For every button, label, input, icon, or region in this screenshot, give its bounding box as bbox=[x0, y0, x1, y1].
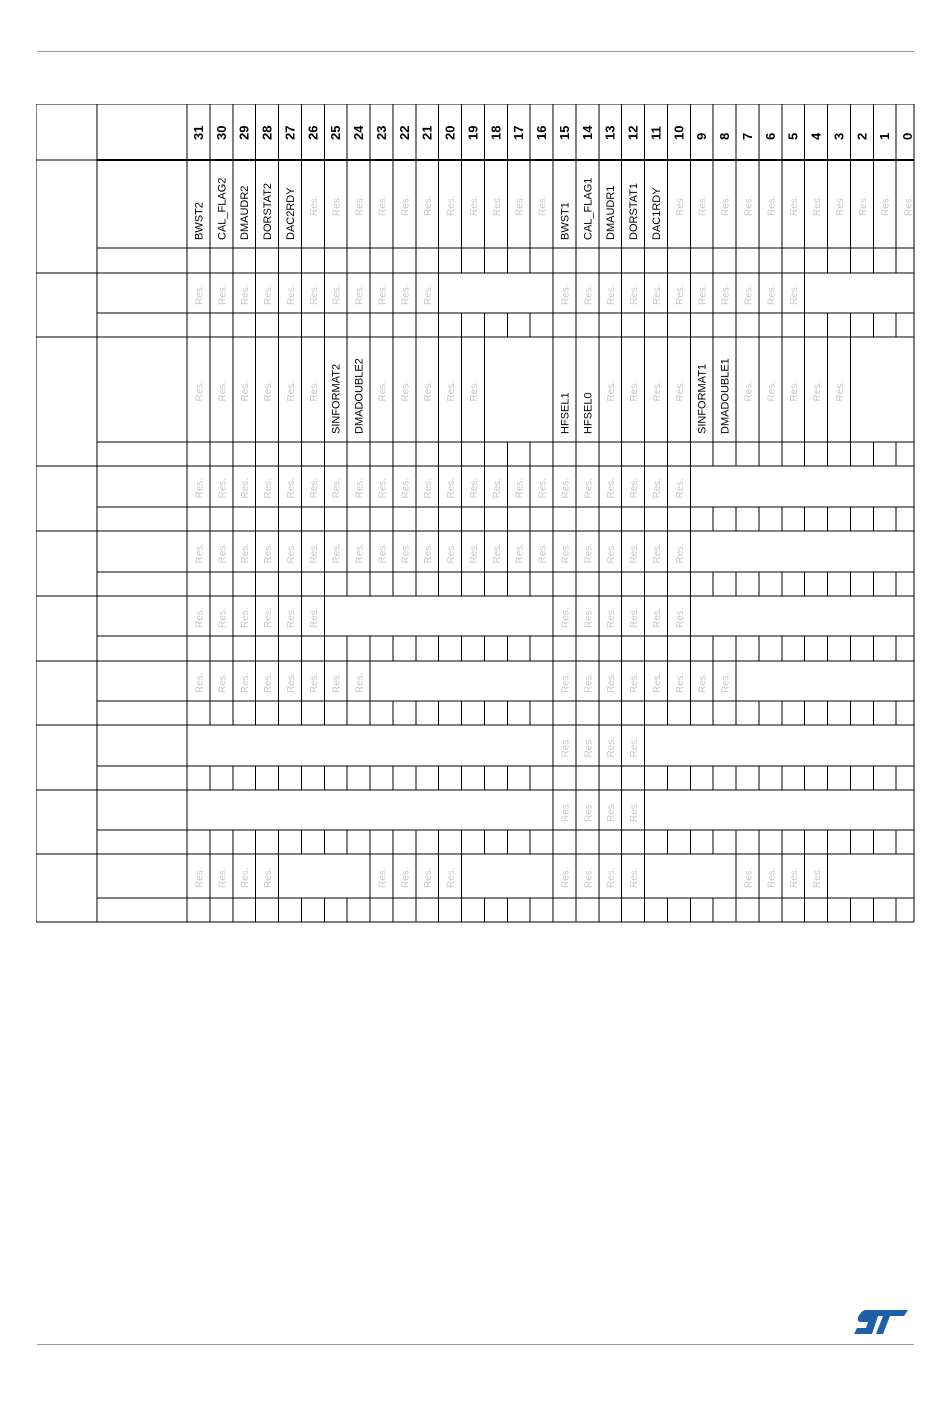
reserved-bit-label: Res. bbox=[217, 867, 229, 888]
reserved-bit-label: Res. bbox=[446, 195, 458, 216]
reserved-bit-label: Res. bbox=[423, 380, 435, 402]
reserved-bit-label: Res. bbox=[446, 542, 458, 564]
bit-number-21: 21 bbox=[419, 125, 435, 140]
reserved-bit-label: Res. bbox=[263, 477, 275, 499]
reserved-bit-label: Res. bbox=[674, 284, 686, 305]
field-label-dmadouble1: DMADOUBLE1 bbox=[719, 358, 732, 434]
reserved-bit-label: Res. bbox=[491, 195, 503, 216]
reserved-bit-label: Res. bbox=[263, 867, 275, 888]
reserved-bit-label: Res. bbox=[468, 380, 480, 402]
reserved-bit-label: Res. bbox=[240, 284, 252, 305]
bit-number-22: 22 bbox=[396, 125, 412, 140]
reserved-bit-label: Res. bbox=[812, 867, 824, 888]
reserved-bit-label: Res. bbox=[629, 801, 641, 822]
bit-number-30: 30 bbox=[213, 125, 229, 140]
reserved-bit-label: Res. bbox=[583, 542, 595, 564]
reserved-bit-label: Res. bbox=[606, 607, 618, 628]
reserved-bit-label: Res. bbox=[514, 477, 526, 499]
reserved-bit-label: Res. bbox=[697, 195, 709, 216]
reserved-bit-label: Res. bbox=[560, 284, 572, 305]
reserved-bit-label: Res. bbox=[308, 284, 320, 305]
reserved-bit-label: Res. bbox=[331, 542, 343, 564]
reserved-bit-label: Res. bbox=[766, 380, 778, 402]
reserved-bit-label: Res. bbox=[400, 542, 412, 564]
reserved-bit-label: Res. bbox=[606, 672, 618, 693]
reserved-bit-label: Res. bbox=[194, 542, 206, 564]
reserved-bit-label: Res. bbox=[606, 867, 618, 888]
bit-number-29: 29 bbox=[236, 125, 252, 140]
reserved-bit-label: Res. bbox=[285, 284, 297, 305]
reserved-bit-label: Res. bbox=[308, 477, 320, 499]
reserved-bit-label: Res. bbox=[629, 542, 641, 564]
reserved-bit-label: Res. bbox=[560, 607, 572, 628]
bit-number-25: 25 bbox=[328, 125, 344, 140]
reserved-bit-label: Res. bbox=[285, 477, 297, 499]
bit-number-26: 26 bbox=[305, 125, 321, 140]
reserved-bit-label: Res. bbox=[606, 477, 618, 499]
reserved-bit-label: Res. bbox=[285, 542, 297, 564]
reserved-bit-label: Res. bbox=[720, 284, 732, 305]
reserved-bit-label: Res. bbox=[446, 867, 458, 888]
reserved-bit-label: Res. bbox=[194, 672, 206, 693]
st-logo-icon bbox=[854, 1310, 908, 1334]
field-label-dorstat2: DORSTAT2 bbox=[262, 182, 275, 240]
reserved-bit-label: Res. bbox=[514, 542, 526, 564]
reserved-bit-label: Res. bbox=[331, 195, 343, 216]
bit-number-11: 11 bbox=[648, 126, 664, 140]
reserved-bit-label: Res. bbox=[606, 801, 618, 822]
reserved-bit-label: Res. bbox=[194, 607, 206, 628]
reserved-bit-label: Res. bbox=[834, 195, 846, 216]
field-label-hfsel0: HFSEL0 bbox=[582, 392, 595, 434]
reserved-bit-label: Res. bbox=[400, 284, 412, 305]
field-label-dac2rdy: DAC2RDY bbox=[284, 187, 297, 240]
field-label-dac1rdy: DAC1RDY bbox=[650, 187, 663, 240]
reserved-bit-label: Res. bbox=[583, 736, 595, 758]
reserved-bit-label: Res. bbox=[308, 195, 320, 216]
footer-rule bbox=[37, 1344, 914, 1345]
reserved-bit-label: Res. bbox=[812, 195, 824, 216]
reserved-bit-label: Res. bbox=[400, 195, 412, 216]
reserved-bit-label: Res. bbox=[651, 477, 663, 499]
reserved-bit-label: Res. bbox=[651, 380, 663, 402]
reserved-bit-label: Res. bbox=[583, 867, 595, 888]
reserved-bit-label: Res. bbox=[789, 195, 801, 216]
reserved-bit-label: Res. bbox=[743, 284, 755, 305]
reserved-bit-label: Res. bbox=[400, 477, 412, 499]
reserved-bit-label: Res. bbox=[674, 195, 686, 216]
reserved-bit-label: Res. bbox=[354, 542, 366, 564]
reserved-bit-label: Res. bbox=[629, 380, 641, 402]
reserved-bit-label: Res. bbox=[583, 477, 595, 499]
header-rule bbox=[37, 51, 914, 52]
reserved-bit-label: Res. bbox=[537, 477, 549, 499]
reserved-bit-label: Res. bbox=[743, 380, 755, 402]
reserved-bit-label: Res. bbox=[560, 672, 572, 693]
reserved-bit-label: Res. bbox=[354, 672, 366, 693]
field-label-bwst1: BWST1 bbox=[559, 202, 572, 240]
reserved-bit-label: Res. bbox=[194, 477, 206, 499]
field-label-cal_flag1: CAL_FLAG1 bbox=[582, 177, 595, 240]
bit-number-16: 16 bbox=[534, 125, 550, 140]
reserved-bit-label: Res. bbox=[560, 801, 572, 822]
bit-number-31: 31 bbox=[190, 125, 206, 140]
bit-number-3: 3 bbox=[831, 132, 847, 140]
reserved-bit-label: Res. bbox=[377, 867, 389, 888]
table-grid bbox=[36, 104, 914, 922]
reserved-bit-label: Res. bbox=[468, 195, 480, 216]
bit-number-1: 1 bbox=[877, 132, 893, 140]
reserved-bit-label: Res. bbox=[857, 195, 869, 216]
bit-number-5: 5 bbox=[785, 132, 801, 140]
reserved-bit-label: Res. bbox=[651, 542, 663, 564]
reserved-bit-label: Res. bbox=[354, 477, 366, 499]
reserved-bit-label: Res. bbox=[285, 380, 297, 402]
reserved-bit-label: Res. bbox=[903, 195, 915, 216]
reserved-bit-label: Res. bbox=[583, 607, 595, 628]
reserved-bit-label: Res. bbox=[583, 672, 595, 693]
bit-number-9: 9 bbox=[694, 132, 710, 140]
field-label-dmaudr2: DMAUDR2 bbox=[239, 185, 252, 240]
bit-number-23: 23 bbox=[373, 125, 389, 140]
reserved-bit-label: Res. bbox=[331, 477, 343, 499]
reserved-bit-label: Res. bbox=[766, 195, 778, 216]
reserved-bit-label: Res. bbox=[240, 672, 252, 693]
reserved-bit-label: Res. bbox=[263, 542, 275, 564]
reserved-bit-label: Res. bbox=[285, 672, 297, 693]
reserved-bit-label: Res. bbox=[560, 867, 572, 888]
reserved-bit-label: Res. bbox=[789, 867, 801, 888]
bit-number-10: 10 bbox=[671, 125, 687, 140]
reserved-bit-label: Res. bbox=[651, 607, 663, 628]
reserved-bit-label: Res. bbox=[491, 542, 503, 564]
reserved-bit-label: Res. bbox=[400, 380, 412, 402]
reserved-bit-label: Res. bbox=[606, 736, 618, 758]
reserved-bit-label: Res. bbox=[537, 542, 549, 564]
reserved-bit-label: Res. bbox=[629, 477, 641, 499]
reserved-bit-label: Res. bbox=[491, 477, 503, 499]
reserved-bit-label: Res. bbox=[629, 672, 641, 693]
reserved-bit-label: Res. bbox=[583, 801, 595, 822]
reserved-bit-label: Res. bbox=[263, 672, 275, 693]
bit-number-18: 18 bbox=[488, 125, 504, 140]
field-label-sinformat1: SINFORMAT1 bbox=[696, 363, 709, 434]
reserved-bit-label: Res. bbox=[194, 380, 206, 402]
field-label-dmaudr1: DMAUDR1 bbox=[605, 185, 618, 240]
reserved-bit-label: Res. bbox=[217, 380, 229, 402]
bit-number-12: 12 bbox=[625, 125, 641, 140]
reserved-bit-label: Res. bbox=[720, 195, 732, 216]
field-label-dmadouble2: DMADOUBLE2 bbox=[353, 358, 366, 434]
reserved-bit-label: Res. bbox=[240, 477, 252, 499]
reserved-bit-label: Res. bbox=[674, 542, 686, 564]
bit-number-7: 7 bbox=[739, 132, 755, 140]
reserved-bit-label: Res. bbox=[629, 736, 641, 758]
reserved-bit-label: Res. bbox=[560, 542, 572, 564]
reserved-bit-label: Res. bbox=[377, 195, 389, 216]
reserved-bit-label: Res. bbox=[651, 284, 663, 305]
reserved-bit-label: Res. bbox=[468, 542, 480, 564]
reserved-bit-label: Res. bbox=[263, 284, 275, 305]
reserved-bit-label: Res. bbox=[331, 284, 343, 305]
reserved-bit-label: Res. bbox=[766, 284, 778, 305]
reserved-bit-label: Res. bbox=[423, 284, 435, 305]
bit-number-8: 8 bbox=[717, 132, 733, 140]
reserved-bit-label: Res. bbox=[766, 867, 778, 888]
bit-number-4: 4 bbox=[808, 132, 824, 140]
reserved-bit-label: Res. bbox=[240, 607, 252, 628]
reserved-bit-label: Res. bbox=[308, 542, 320, 564]
reserved-bit-label: Res. bbox=[446, 380, 458, 402]
bit-number-27: 27 bbox=[282, 125, 298, 140]
reserved-bit-label: Res. bbox=[217, 672, 229, 693]
reserved-bit-label: Res. bbox=[308, 672, 320, 693]
reserved-bit-label: Res. bbox=[217, 542, 229, 564]
bit-number-20: 20 bbox=[442, 125, 458, 140]
bit-number-19: 19 bbox=[465, 125, 481, 140]
reserved-bit-label: Res. bbox=[583, 284, 595, 305]
bit-number-17: 17 bbox=[511, 125, 527, 140]
reserved-bit-label: Res. bbox=[423, 867, 435, 888]
reserved-bit-label: Res. bbox=[331, 672, 343, 693]
reserved-bit-label: Res. bbox=[446, 477, 458, 499]
reserved-bit-label: Res. bbox=[423, 542, 435, 564]
field-label-dorstat1: DORSTAT1 bbox=[628, 182, 641, 240]
reserved-bit-label: Res. bbox=[308, 607, 320, 628]
reserved-bit-label: Res. bbox=[240, 867, 252, 888]
reserved-bit-label: Res. bbox=[377, 542, 389, 564]
reserved-bit-label: Res. bbox=[263, 380, 275, 402]
reserved-bit-label: Res. bbox=[560, 736, 572, 758]
reserved-bit-label: Res. bbox=[651, 672, 663, 693]
field-label-bwst2: BWST2 bbox=[193, 202, 206, 240]
field-label-hfsel1: HFSEL1 bbox=[559, 392, 572, 434]
reserved-bit-label: Res. bbox=[789, 380, 801, 402]
bit-number-0: 0 bbox=[900, 132, 916, 140]
reserved-bit-label: Res. bbox=[263, 607, 275, 628]
reserved-bit-label: Res. bbox=[377, 477, 389, 499]
reserved-bit-label: Res. bbox=[217, 607, 229, 628]
reserved-bit-label: Res. bbox=[468, 477, 480, 499]
reserved-bit-label: Res. bbox=[606, 542, 618, 564]
reserved-bit-label: Res. bbox=[674, 380, 686, 402]
reserved-bit-label: Res. bbox=[880, 195, 892, 216]
reserved-bit-label: Res. bbox=[674, 672, 686, 693]
bit-number-14: 14 bbox=[579, 125, 595, 140]
bit-number-15: 15 bbox=[556, 125, 572, 140]
reserved-bit-label: Res. bbox=[629, 284, 641, 305]
reserved-bit-label: Res. bbox=[240, 380, 252, 402]
reserved-bit-label: Res. bbox=[194, 284, 206, 305]
reserved-bit-label: Res. bbox=[377, 284, 389, 305]
reserved-bit-label: Res. bbox=[674, 607, 686, 628]
reserved-bit-label: Res. bbox=[834, 380, 846, 402]
bit-number-13: 13 bbox=[602, 125, 618, 140]
field-label-cal_flag2: CAL_FLAG2 bbox=[216, 177, 229, 240]
bit-number-28: 28 bbox=[259, 125, 275, 140]
reserved-bit-label: Res. bbox=[743, 195, 755, 216]
reserved-bit-label: Res. bbox=[240, 542, 252, 564]
reserved-bit-label: Res. bbox=[606, 380, 618, 402]
reserved-bit-label: Res. bbox=[789, 284, 801, 305]
reserved-bit-label: Res. bbox=[217, 477, 229, 499]
bit-number-2: 2 bbox=[854, 132, 870, 140]
reserved-bit-label: Res. bbox=[423, 195, 435, 216]
bit-number-6: 6 bbox=[762, 132, 778, 140]
bit-number-24: 24 bbox=[351, 125, 367, 140]
reserved-bit-label: Res. bbox=[423, 477, 435, 499]
reserved-bit-label: Res. bbox=[812, 380, 824, 402]
reserved-bit-label: Res. bbox=[354, 284, 366, 305]
register-map-table bbox=[36, 104, 916, 924]
reserved-bit-label: Res. bbox=[629, 607, 641, 628]
reserved-bit-label: Res. bbox=[720, 672, 732, 693]
reserved-bit-label: Res. bbox=[217, 284, 229, 305]
reserved-bit-label: Res. bbox=[560, 477, 572, 499]
reserved-bit-label: Res. bbox=[629, 867, 641, 888]
field-label-sinformat2: SINFORMAT2 bbox=[330, 363, 343, 434]
reserved-bit-label: Res. bbox=[285, 607, 297, 628]
st-logo bbox=[852, 1308, 910, 1341]
reserved-bit-label: Res. bbox=[194, 867, 206, 888]
reserved-bit-label: Res. bbox=[697, 672, 709, 693]
reserved-bit-label: Res. bbox=[697, 284, 709, 305]
reserved-bit-label: Res. bbox=[674, 477, 686, 499]
reserved-bit-label: Res. bbox=[743, 867, 755, 888]
reserved-bit-label: Res. bbox=[514, 195, 526, 216]
reserved-bit-label: Res. bbox=[354, 195, 366, 216]
reserved-bit-label: Res. bbox=[606, 284, 618, 305]
reserved-bit-label: Res. bbox=[400, 867, 412, 888]
reserved-bit-label: Res. bbox=[308, 380, 320, 402]
reserved-bit-label: Res. bbox=[537, 195, 549, 216]
reserved-bit-label: Res. bbox=[377, 380, 389, 402]
